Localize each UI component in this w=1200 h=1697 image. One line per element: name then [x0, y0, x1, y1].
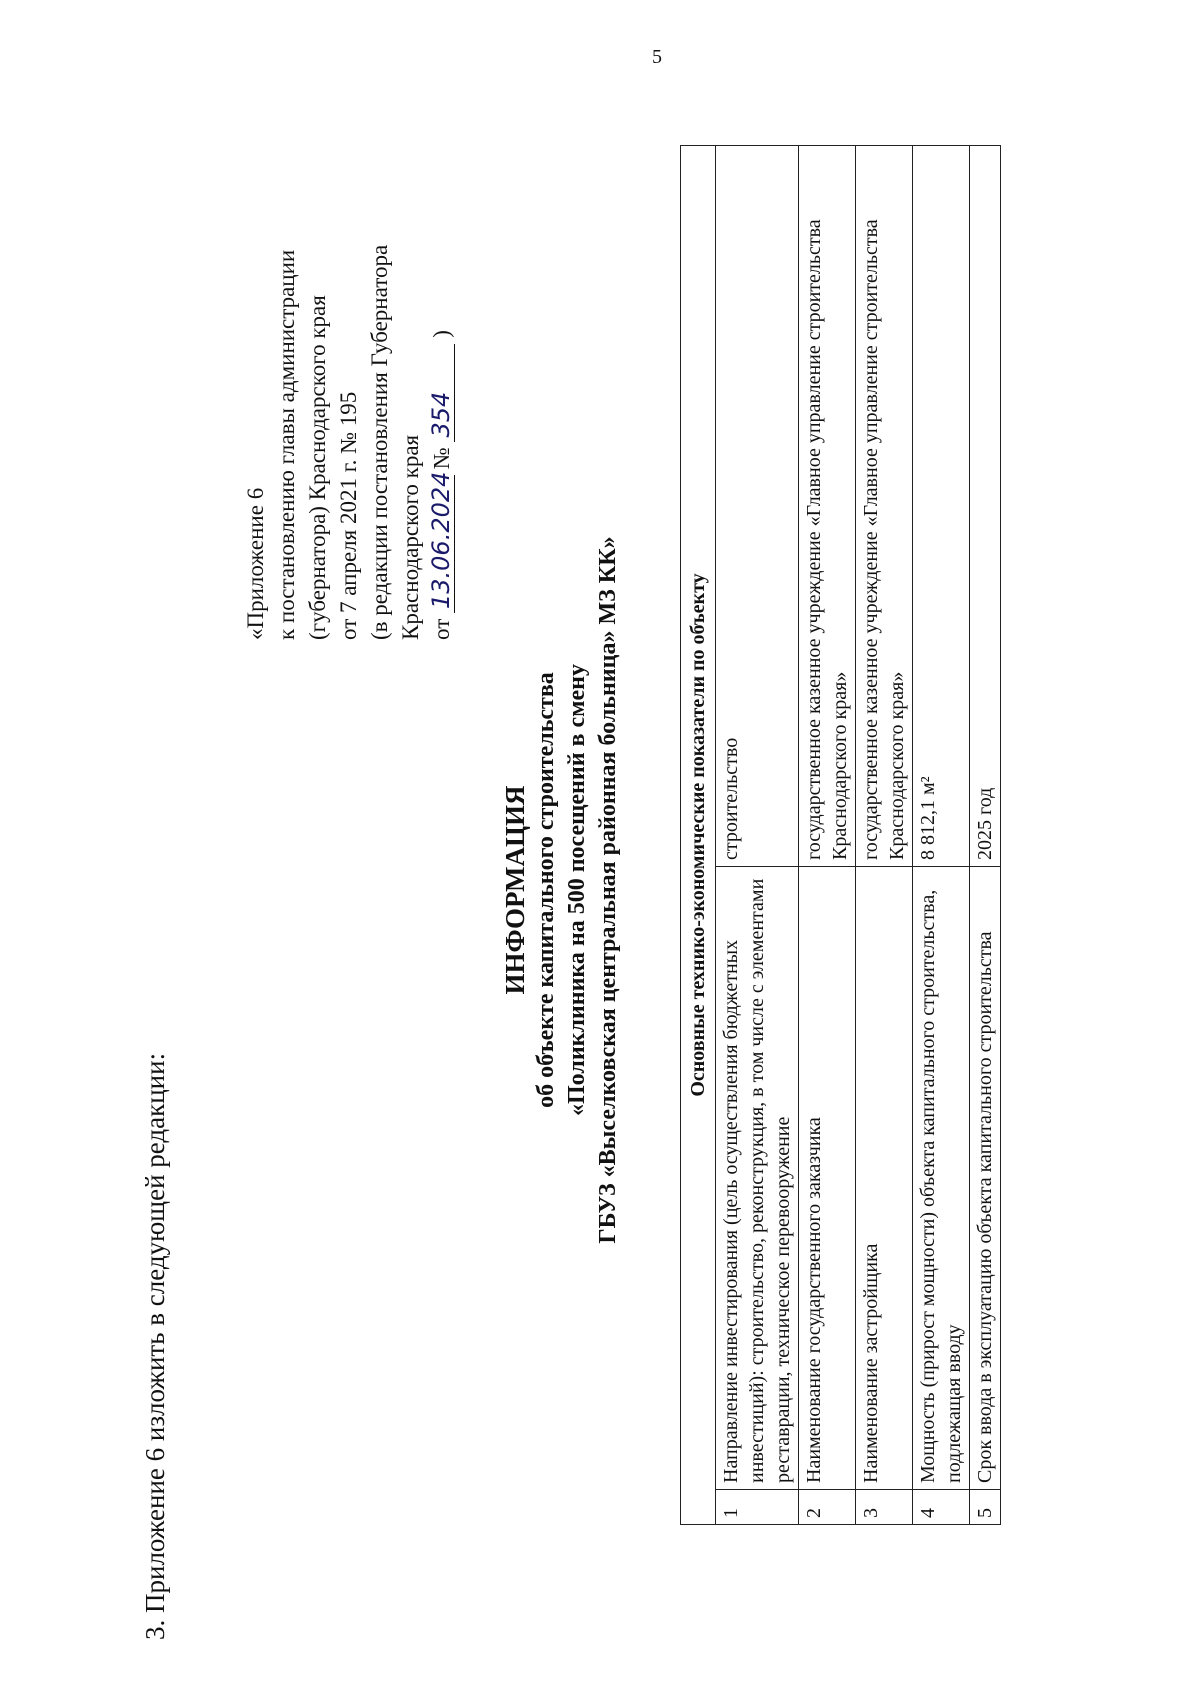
appendix-note [240, 245, 457, 640]
table-row [716, 146, 799, 1525]
page-number: 5 [652, 46, 662, 68]
heading-line: «Поликлиника на 500 посещений в смену [564, 664, 590, 1116]
table-row [970, 146, 1001, 1525]
table-row [799, 146, 856, 1525]
intro-paragraph: 3. Приложение 6 изложить в следующей редакции: [140, 1052, 170, 1640]
appendix-line: «Приложение 6 [243, 487, 268, 640]
row-name: Срок ввода в эксплуатацию объекта капитального строительства [970, 867, 1001, 1490]
row-value: строительство [716, 146, 799, 867]
row-value: государственное казенное учреждение «Главное управление строительства Краснодарского края» [799, 146, 856, 867]
table-row [856, 146, 913, 1525]
table-header-row [681, 146, 716, 1525]
close-paren: ) [429, 330, 454, 338]
handwritten-number: 354 [428, 344, 455, 442]
appendix-signature-line [426, 245, 457, 640]
row-value: 8 812,1 м² [913, 146, 970, 867]
row-value: 2025 год [970, 146, 1001, 867]
from-label: от [429, 618, 454, 640]
document-heading [500, 140, 624, 1640]
appendix-line: от 7 апреля 2021 г. № 195 [336, 391, 361, 640]
number-label: № [429, 447, 454, 470]
indicators-table [680, 145, 1001, 1525]
appendix-line: Краснодарского края [398, 434, 423, 640]
appendix-line: (губернатора) Краснодарского края [305, 295, 330, 640]
appendix-line: (в редакции постановления Губернатора [367, 244, 392, 640]
table-row [913, 146, 970, 1525]
appendix-line: к постановлению главы администрации [274, 249, 299, 640]
row-number: 1 [716, 1490, 799, 1525]
row-name: Наименование застройщика [856, 867, 913, 1490]
row-number: 2 [799, 1490, 856, 1525]
row-name: Мощность (прирост мощности) объекта капитального строительства, подлежащая вводу [913, 867, 970, 1490]
row-number: 3 [856, 1490, 913, 1525]
row-value: государственное казенное учреждение «Главное управление строительства Краснодарского края» [856, 146, 913, 867]
row-name: Направление инвестирования (цель осуществления бюджетных инвестиций): строительство, реконструкция, в том числе с элементами реставрации, техническое перевооружение [716, 867, 799, 1490]
row-number: 5 [970, 1490, 1001, 1525]
row-name: Наименование государственного заказчика [799, 867, 856, 1490]
rotated-document-body [140, 140, 1200, 1640]
heading-title: ИНФОРМАЦИЯ [500, 785, 530, 995]
heading-line: ГБУЗ «Выселковская центральная районная больница» МЗ КК» [595, 536, 621, 1244]
table-header: Основные технико-экономические показатели по объекту [681, 146, 716, 1525]
row-number: 4 [913, 1490, 970, 1525]
handwritten-date: 13.06.2024 [428, 475, 455, 613]
heading-line: об объекте капитального строительства [533, 672, 559, 1108]
